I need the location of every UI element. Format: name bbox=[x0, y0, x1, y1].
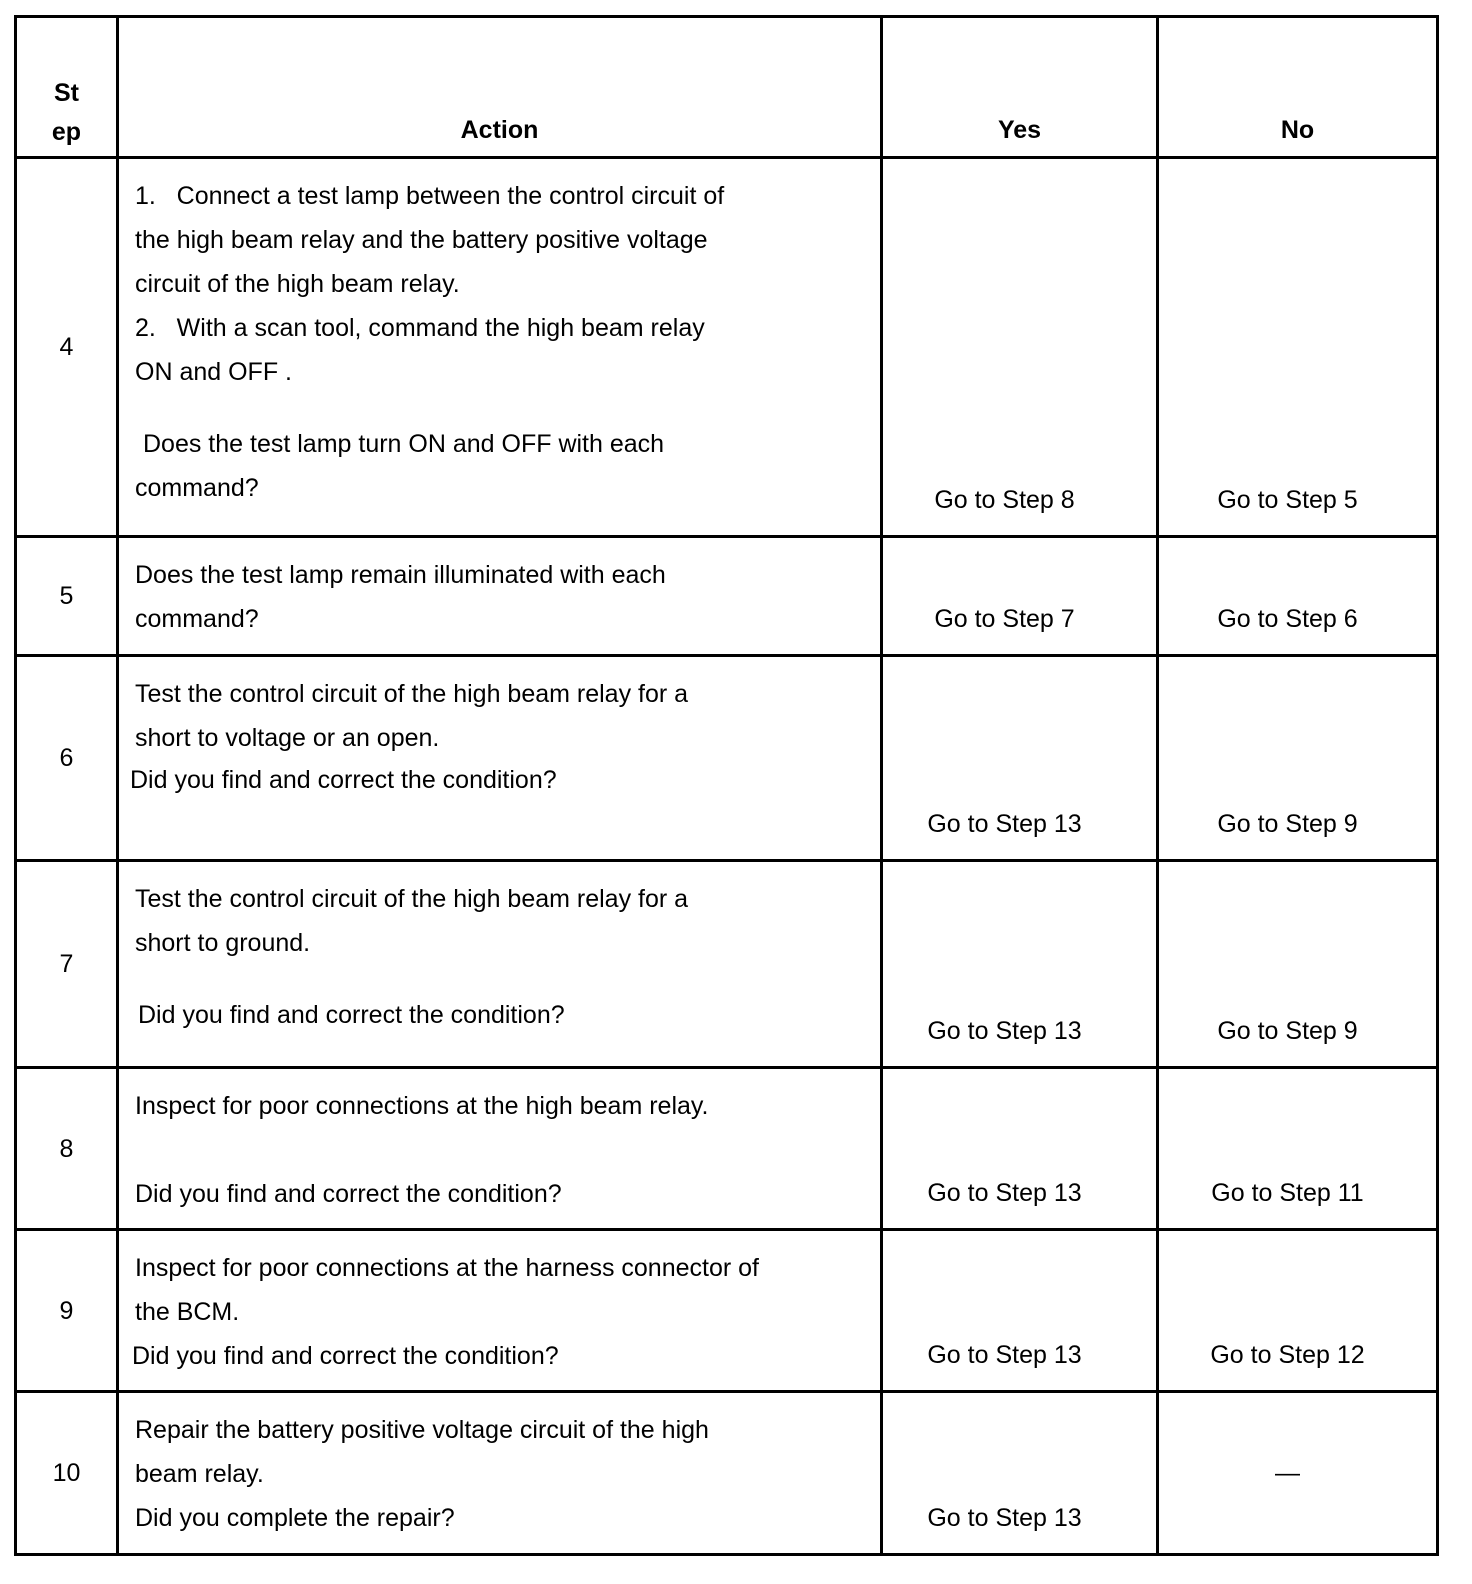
no-cell: Go to Step 5 bbox=[1158, 158, 1438, 537]
step-number: 5 bbox=[16, 537, 118, 656]
header-row bbox=[16, 17, 1438, 158]
yes-cell: Go to Step 13 bbox=[882, 1392, 1158, 1555]
action-cell: Does the test lamp remain illuminated with each command? bbox=[118, 537, 882, 656]
yes-cell: Go to Step 7 bbox=[882, 537, 1158, 656]
step-number: 10 bbox=[16, 1392, 118, 1555]
no-cell: Go to Step 11 bbox=[1158, 1068, 1438, 1230]
action-cell: Test the control circuit of the high beam relay for a short to ground. Did you find and correct the condition? bbox=[118, 861, 882, 1068]
yes-cell: Go to Step 13 bbox=[882, 1068, 1158, 1230]
table-row bbox=[16, 1392, 1438, 1555]
step-number: 7 bbox=[16, 861, 118, 1068]
action-cell: Inspect for poor connections at the high beam relay. Did you find and correct the condition? bbox=[118, 1068, 882, 1230]
header-step: St ep bbox=[16, 17, 118, 158]
step-number: 6 bbox=[16, 656, 118, 861]
header-yes: Yes bbox=[882, 17, 1158, 158]
step-number: 4 bbox=[16, 158, 118, 537]
action-cell: Test the control circuit of the high beam relay for a short to voltage or an open. Did you find and correct the condition? bbox=[118, 656, 882, 861]
action-cell: Inspect for poor connections at the harness connector of the BCM. Did you find and correct the condition? bbox=[118, 1230, 882, 1392]
diagnostic-table bbox=[14, 15, 1439, 1556]
table-row bbox=[16, 158, 1438, 537]
action-cell: 1. Connect a test lamp between the control circuit of the high beam relay and the battery positive voltage circuit of the high beam relay. 2. With a scan tool, command the high beam relay ON and OFF . Does the test lamp turn ON and OFF with each command? bbox=[118, 158, 882, 537]
yes-cell: Go to Step 13 bbox=[882, 656, 1158, 861]
step-number: 9 bbox=[16, 1230, 118, 1392]
header-action: Action bbox=[118, 17, 882, 158]
table-row bbox=[16, 1230, 1438, 1392]
yes-cell: Go to Step 8 bbox=[882, 158, 1158, 537]
no-cell: — bbox=[1158, 1392, 1438, 1555]
no-cell: Go to Step 6 bbox=[1158, 537, 1438, 656]
no-cell: Go to Step 12 bbox=[1158, 1230, 1438, 1392]
table-row bbox=[16, 537, 1438, 656]
table-row bbox=[16, 861, 1438, 1068]
table-row bbox=[16, 1068, 1438, 1230]
yes-cell: Go to Step 13 bbox=[882, 861, 1158, 1068]
header-no: No bbox=[1158, 17, 1438, 158]
table-row bbox=[16, 656, 1438, 861]
action-cell: Repair the battery positive voltage circuit of the high beam relay. Did you complete the repair? bbox=[118, 1392, 882, 1555]
no-cell: Go to Step 9 bbox=[1158, 861, 1438, 1068]
yes-cell: Go to Step 13 bbox=[882, 1230, 1158, 1392]
step-number: 8 bbox=[16, 1068, 118, 1230]
no-cell: Go to Step 9 bbox=[1158, 656, 1438, 861]
